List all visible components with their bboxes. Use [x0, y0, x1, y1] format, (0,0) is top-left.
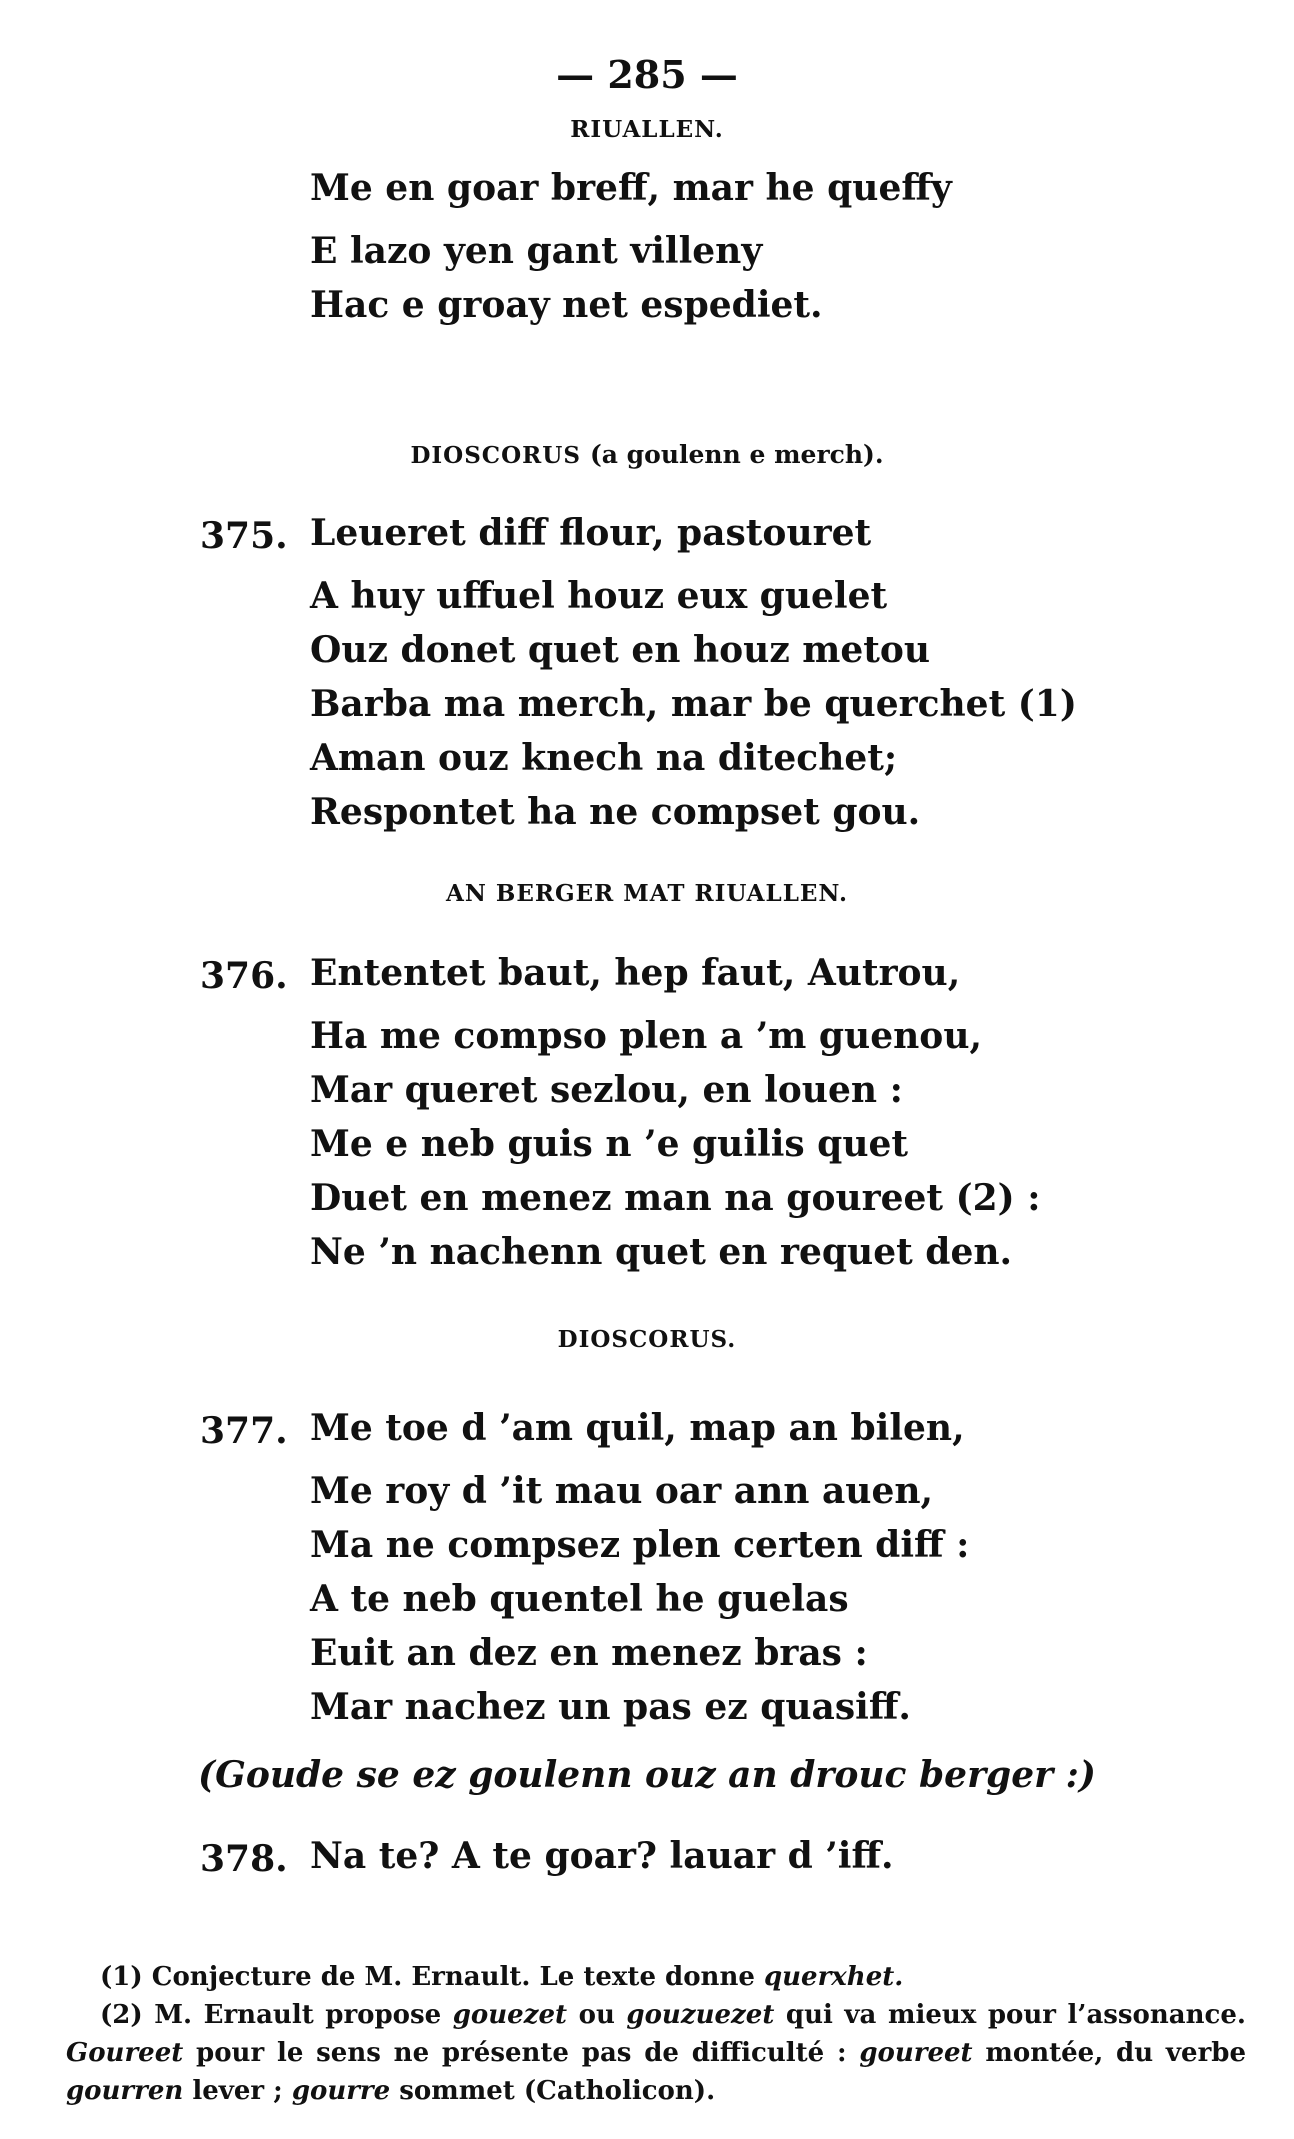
verse-line: Ententet baut, hep faut, Autrou, [310, 952, 961, 994]
footnote-text: lever ; [183, 2076, 292, 2106]
verse-line: A huy uffuel houz eux guelet [310, 575, 888, 617]
stanza-lines [310, 1835, 894, 1892]
verse-line: Me e neb guis n ’e guilis quet [310, 1123, 909, 1165]
verse-line: E lazo yen gant villeny [310, 230, 763, 272]
stanza-lines [310, 952, 1041, 1279]
footnotes [66, 1958, 1246, 2110]
footnote-italic: gourren [66, 2076, 184, 2106]
verse-line: Me toe d ’am quil, map an bilen, [310, 1407, 965, 1449]
verse-number: 377. [200, 1410, 288, 1452]
verse-line: Euit an dez en menez bras : [310, 1632, 868, 1674]
footnote-italic: gouzuezet [626, 2000, 775, 2030]
footnote-text: Conjecture de M. Ernault. Le texte donne [151, 1962, 764, 1992]
verse-line: Ha me compso plen a ’m guenou, [310, 1015, 983, 1057]
speaker-heading-dioscorus [0, 440, 1294, 469]
speaker-heading-berger: AN BERGER MAT RIUALLEN. [446, 880, 848, 907]
footnote-text: pour le sens ne présente pas de difficulté : [183, 2038, 860, 2068]
footnote-text: montée, du verbe [972, 2038, 1246, 2068]
footnote-italic: Goureet [66, 2038, 184, 2068]
verse-line: A te neb quentel he guelas [310, 1578, 849, 1620]
verse-line: Ne ’n nachenn quet en requet den. [310, 1231, 1013, 1273]
stanza-lines [310, 1407, 970, 1734]
speaker-heading-riuallen: RIUALLEN. [570, 116, 724, 143]
footnote-number: (1) [100, 1962, 143, 1992]
verse-line: Ouz donet quet en houz metou [310, 629, 931, 671]
verse-line: Leueret diff flour, pastouret [310, 512, 872, 554]
verse-number: 378. [200, 1838, 288, 1880]
verse-line: Respontet ha ne compset gou. [310, 791, 921, 833]
verse-line: Na te? A te goar? lauar d ’iff. [310, 1835, 894, 1877]
footnote-text: qui va mieux pour l’assonance. [774, 2000, 1246, 2030]
footnote-italic: gouezet [452, 2000, 568, 2030]
verse-line: Mar queret sezlou, en louen : [310, 1069, 903, 1111]
footnote-italic: goureet [859, 2038, 973, 2068]
verse-line: Aman ouz knech na ditechet; [310, 737, 898, 779]
verse-number: 375. [200, 515, 288, 557]
footnote-text: M. Ernault propose [154, 2000, 453, 2030]
footnote-text: sommet (Catholicon). [390, 2076, 716, 2106]
verse-line: Hac e groay net espediet. [310, 284, 823, 326]
footnote-number: (2) [100, 2000, 143, 2030]
verse-line: Mar nachez un pas ez quasiff. [310, 1686, 911, 1728]
speaker-heading-dioscorus-2: DIOSCORUS. [557, 1326, 737, 1353]
speaker-name: DIOSCORUS [410, 442, 581, 469]
page-number: — 285 — [556, 52, 738, 97]
speaker-note: (a goulenn e merch). [589, 440, 884, 469]
verse-line: Ma ne compsez plen certen diff : [310, 1524, 970, 1566]
stanza-lines [310, 167, 952, 332]
footnote-text: ou [567, 2000, 627, 2030]
stage-direction: (Goude se ez goulenn ouz an drouc berger :) [198, 1754, 1096, 1796]
verse-line: Barba ma merch, mar be querchet (1) [310, 683, 1077, 725]
verse-line: Duet en menez man na goureet (2) : [310, 1177, 1041, 1219]
stanza-lines [310, 512, 1077, 839]
verse-line: Me roy d ’it mau oar ann auen, [310, 1470, 934, 1512]
verse-number: 376. [200, 955, 288, 997]
footnote-2 [66, 1996, 1246, 2110]
footnote-italic: querxhet. [763, 1962, 904, 1992]
footnote-italic: gourre [291, 2076, 391, 2106]
footnote-1 [66, 1958, 1246, 1996]
verse-line: Me en goar breff, mar he queffy [310, 167, 952, 209]
